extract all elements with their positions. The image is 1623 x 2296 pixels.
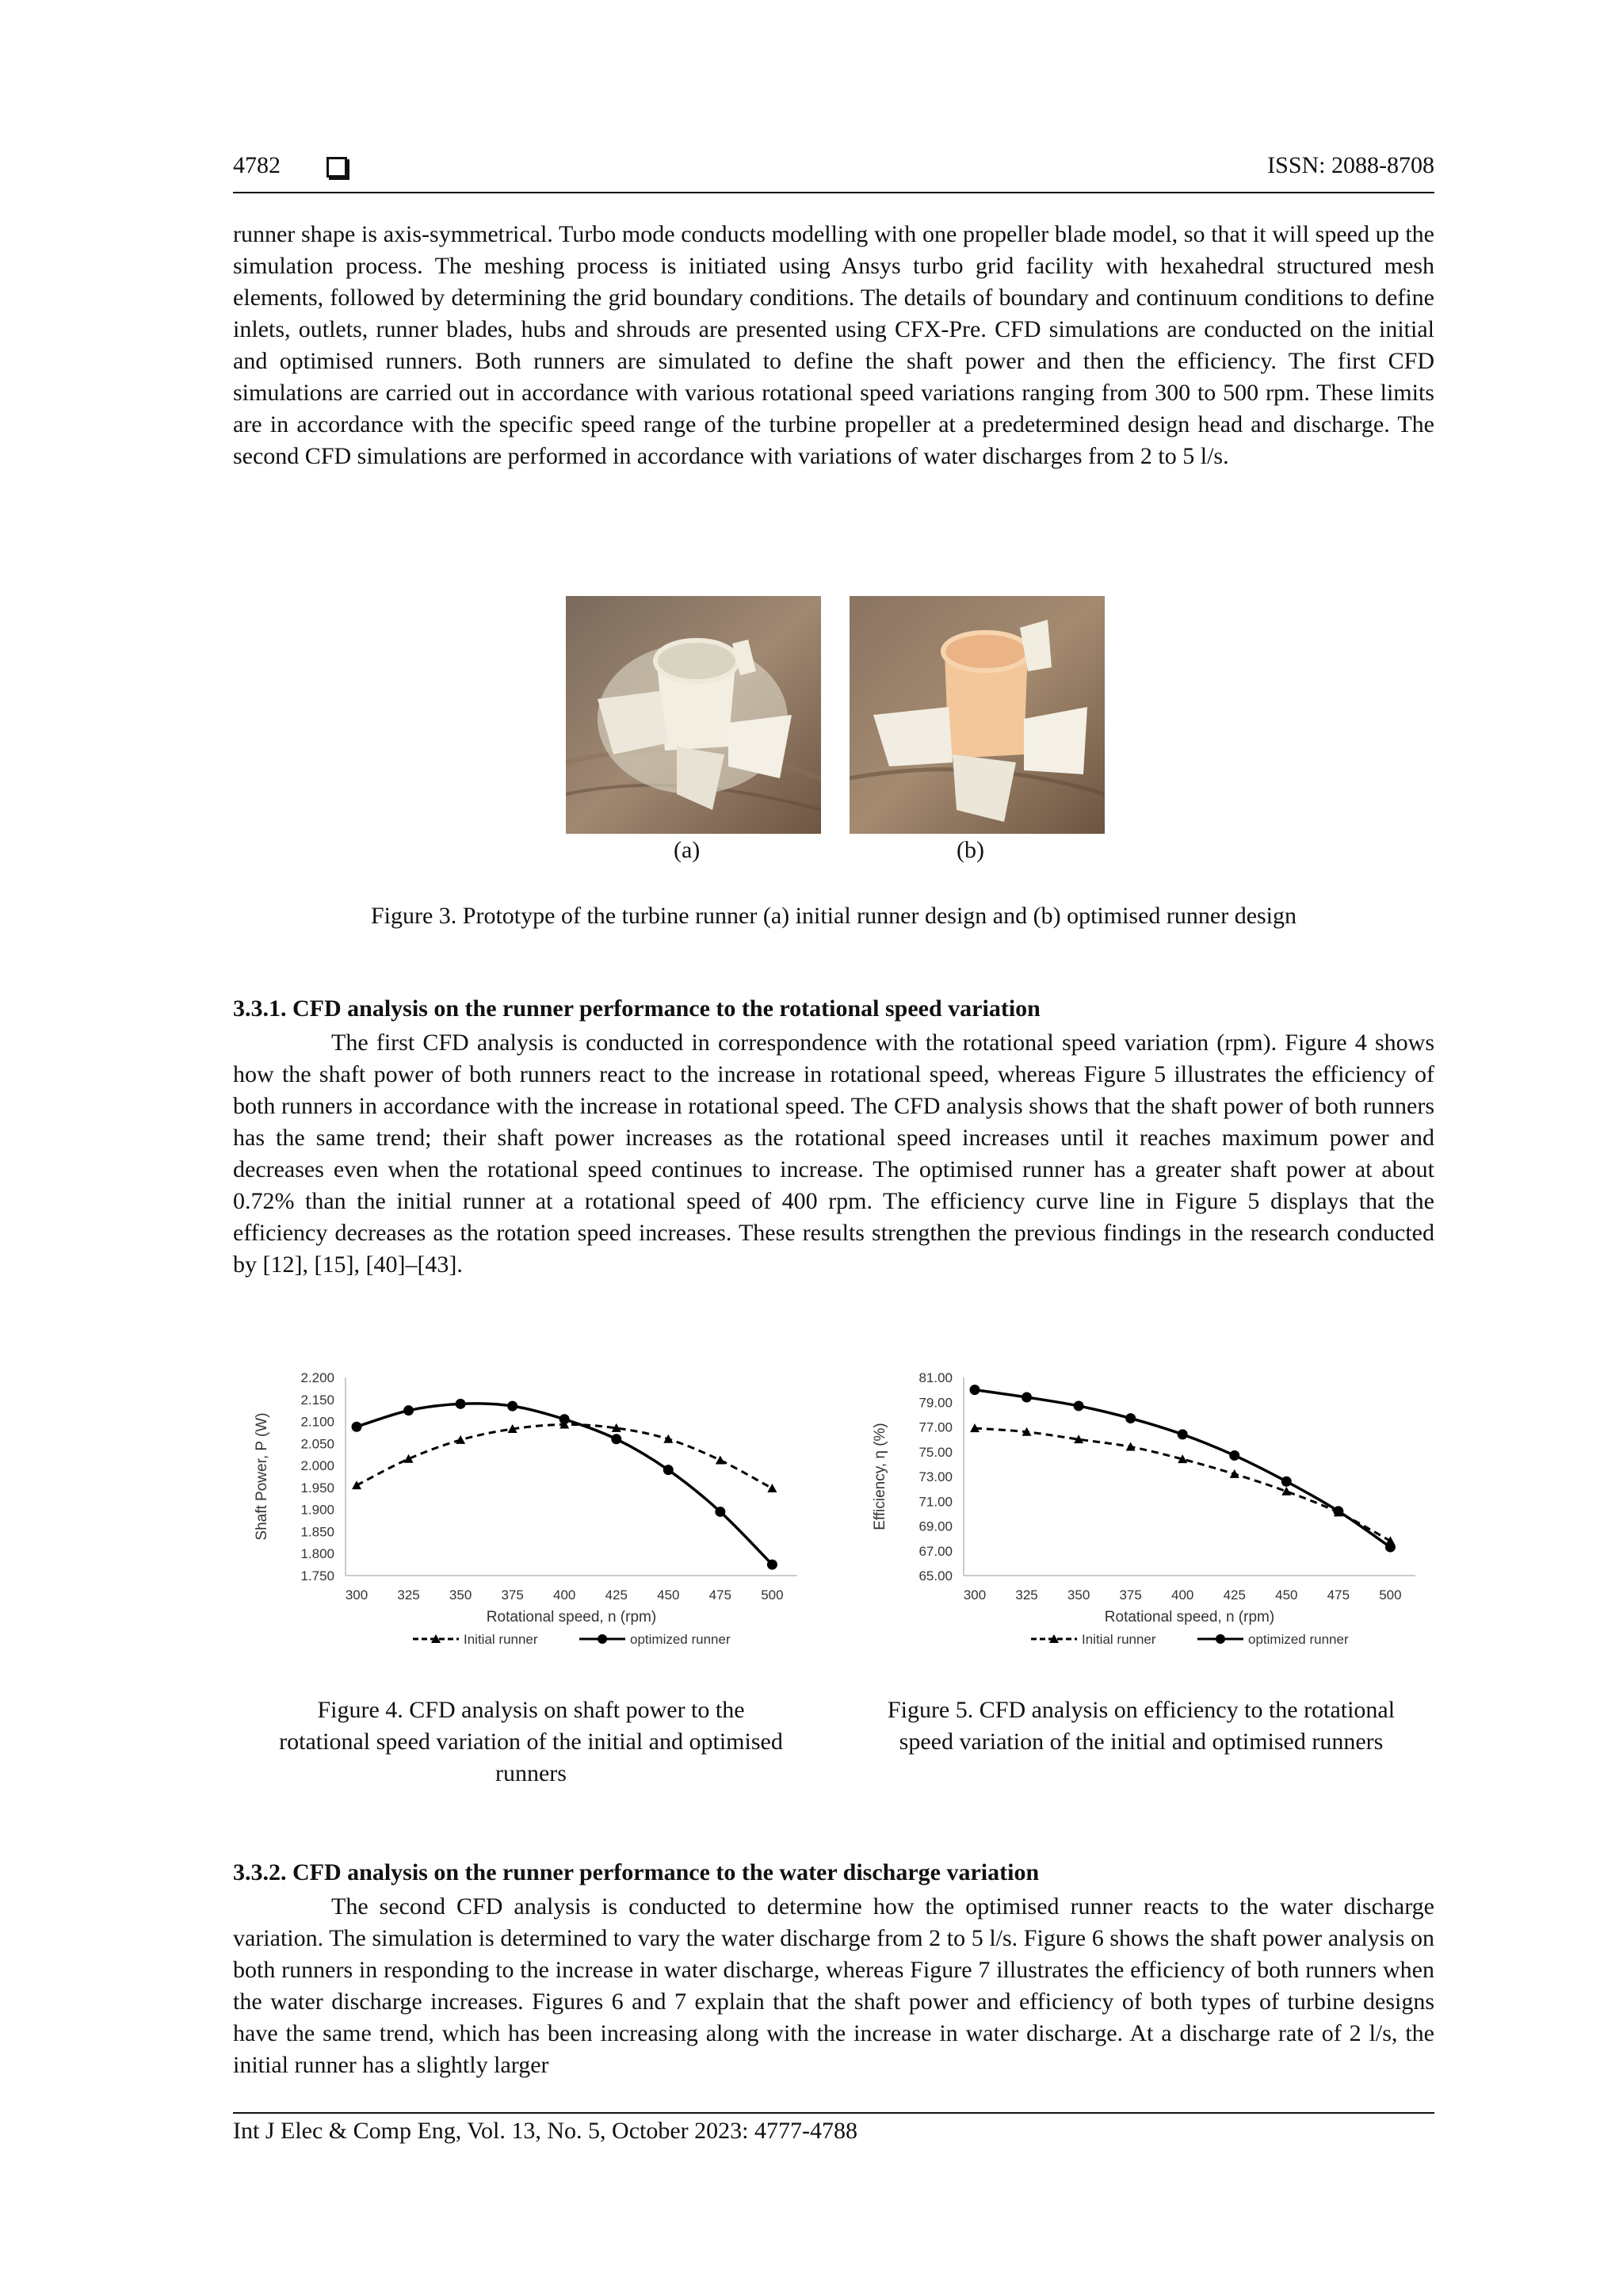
x-tick-label: 475: [708, 1587, 732, 1603]
x-tick-label: 475: [1327, 1587, 1350, 1603]
header-rule: [233, 192, 1434, 193]
y-tick-label: 1.850: [300, 1524, 334, 1540]
y-tick-label: 2.100: [300, 1414, 334, 1430]
figure5-caption: Figure 5. CFD analysis on efficiency to the rotational speed variation of the initial and optimised runners: [887, 1697, 1396, 1755]
data-point-optimized-runner: [1022, 1392, 1032, 1403]
x-tick-label: 325: [397, 1587, 420, 1603]
footer-citation: Int J Elec & Comp Eng, Vol. 13, No. 5, October 2023: 4777-4788: [233, 2118, 857, 2144]
x-tick-label: 425: [1223, 1587, 1246, 1603]
legend-marker-circle: [598, 1634, 607, 1644]
section-heading-3-3-2: 3.3.2. CFD analysis on the runner performance to the water discharge variation: [233, 1859, 1040, 1885]
legend-label: optimized runner: [630, 1632, 731, 1647]
y-tick-label: 65.00: [918, 1568, 953, 1584]
x-tick-label: 300: [345, 1587, 369, 1603]
x-tick-label: 450: [657, 1587, 680, 1603]
efficiency-chart-svg: [861, 1363, 1431, 1664]
x-tick-label: 400: [553, 1587, 576, 1603]
data-point-optimized-runner: [663, 1465, 674, 1475]
x-tick-label: 500: [1379, 1587, 1402, 1603]
data-point-optimized-runner: [456, 1399, 466, 1409]
y-tick-label: 81.00: [918, 1370, 953, 1385]
data-point-optimized-runner: [767, 1560, 777, 1570]
legend-label: Initial runner: [1082, 1632, 1156, 1647]
optimised-runner-photo: [850, 596, 1105, 834]
data-point-optimized-runner: [1125, 1413, 1136, 1423]
data-point-initial-runner: [767, 1484, 777, 1492]
y-axis-label: Shaft Power, P (W): [254, 1412, 270, 1541]
data-point-optimized-runner: [1385, 1542, 1396, 1553]
x-tick-label: 300: [963, 1587, 987, 1603]
data-point-initial-runner: [663, 1435, 673, 1443]
x-tick-label: 350: [1067, 1587, 1090, 1603]
data-point-initial-runner: [1230, 1469, 1239, 1478]
data-point-optimized-runner: [559, 1414, 570, 1424]
data-point-optimized-runner: [715, 1507, 725, 1517]
y-axis-label: Efficiency, η (%): [872, 1423, 888, 1530]
x-axis-label: Rotational speed, n (rpm): [486, 1609, 657, 1626]
square-bullet-icon: [327, 157, 347, 178]
y-tick-label: 2.150: [300, 1392, 334, 1408]
y-tick-label: 69.00: [918, 1519, 953, 1534]
y-tick-label: 1.900: [300, 1502, 334, 1518]
data-point-optimized-runner: [1178, 1429, 1188, 1439]
y-tick-label: 2.200: [300, 1370, 334, 1385]
y-tick-label: 77.00: [918, 1419, 953, 1435]
data-point-optimized-runner: [970, 1385, 980, 1395]
data-point-optimized-runner: [1229, 1450, 1239, 1461]
data-point-optimized-runner: [1333, 1506, 1343, 1516]
data-point-optimized-runner: [352, 1422, 362, 1432]
x-tick-label: 425: [605, 1587, 628, 1603]
figure4-caption: Figure 4. CFD analysis on shaft power to the rotational speed variation of the initial and optimised runners: [279, 1697, 783, 1786]
body-paragraph-3: The second CFD analysis is conducted to determine how the optimised runner reacts to the water discharge variation. The simulation is determined to vary the water discharge from 2 to 5 l/s. Figure 6 shows the shaft power analysis on both runners in responding to the increase in water discharge, whereas Figure 7 illustrates the efficiency of both runners when the water discharge increases. Figures 6 and 7 explain that the shaft power and efficiency of both types of turbine designs have the same trend, which has been increasing along with the increase in water discharge. At a discharge rate of 2 l/s, the initial runner has a slightly larger: [233, 1893, 1434, 2078]
y-tick-label: 71.00: [918, 1494, 953, 1510]
figure3-caption: Figure 3. Prototype of the turbine runner (a) initial runner design and (b) optimised runner design: [370, 903, 1297, 929]
data-point-initial-runner: [716, 1455, 725, 1464]
series-line-initial-runner: [357, 1424, 772, 1488]
shaft-power-chart-svg: [242, 1363, 813, 1664]
data-point-optimized-runner: [1074, 1400, 1084, 1411]
x-tick-label: 450: [1275, 1587, 1298, 1603]
x-tick-label: 500: [761, 1587, 784, 1603]
figure3-label-a: (a): [674, 837, 701, 863]
x-tick-label: 325: [1015, 1587, 1038, 1603]
figure5-chart: [861, 1363, 1431, 1664]
series-line-optimized-runner: [975, 1390, 1390, 1547]
figure4-chart: [242, 1363, 813, 1664]
body-paragraph-1: runner shape is axis-symmetrical. Turbo mode conducts modelling with one propeller blade model, so that it will speed up the simulation process. The meshing process is initiated using Ansys turbo grid facility with hexahedral structured mesh elements, followed by determining the grid boundary conditions. The details of boundary and continuum conditions to define inlets, outlets, runner blades, hubs and shrouds are presented using CFX-Pre. CFD simulations are conducted on the initial and optimised runners. Both runners are simulated to define the shaft power and then the efficiency. The first CFD simulations are carried out in accordance with various rotational speed variations ranging from 300 to 500 rpm. These limits are in accordance with the specific speed range of the turbine propeller at a predetermined design head and discharge. The second CFD simulations are performed in accordance with variations of water discharges from 2 to 5 l/s.: [233, 221, 1434, 469]
y-tick-label: 67.00: [918, 1543, 953, 1559]
y-tick-label: 79.00: [918, 1395, 953, 1411]
x-tick-label: 350: [449, 1587, 472, 1603]
legend-label: optimized runner: [1248, 1632, 1349, 1647]
y-tick-label: 2.050: [300, 1436, 334, 1452]
data-point-optimized-runner: [611, 1434, 621, 1444]
page-header: [233, 152, 1434, 192]
page-number: 4782: [233, 152, 281, 178]
legend-label: Initial runner: [464, 1632, 538, 1647]
section-heading-3-3-1: 3.3.1. CFD analysis on the runner performance to the rotational speed variation: [233, 995, 1041, 1022]
x-axis-label: Rotational speed, n (rpm): [1104, 1609, 1275, 1626]
data-point-optimized-runner: [403, 1405, 414, 1415]
issn: ISSN: 2088-8708: [1267, 152, 1434, 178]
series-line-initial-runner: [975, 1428, 1390, 1541]
x-tick-label: 375: [1119, 1587, 1142, 1603]
footer-rule: [233, 2112, 1434, 2114]
y-tick-label: 1.950: [300, 1480, 334, 1496]
y-tick-label: 2.000: [300, 1458, 334, 1474]
body-paragraph-2: The first CFD analysis is conducted in correspondence with the rotational speed variation (rpm). Figure 4 shows how the shaft power of both runners react to the increase in rotational speed, whereas Figure 5 illustrates the efficiency of both runners in accordance with the increase in rotational speed. The CFD analysis shows that the shaft power of both runners has the same trend; their shaft power increases as the rotational speed increases until it reaches maximum power and decreases even when the rotational speed continues to increase. The optimised runner has a greater shaft power at about 0.72% than the initial runner at a rotational speed of 400 rpm. The efficiency curve line in Figure 5 displays that the efficiency decreases as the rotation speed increases. These results strengthen the previous findings in the research conducted by [12], [15], [40]–[43].: [233, 1030, 1434, 1278]
y-tick-label: 73.00: [918, 1469, 953, 1484]
legend-marker-circle: [1216, 1634, 1225, 1644]
y-tick-label: 75.00: [918, 1444, 953, 1460]
data-point-optimized-runner: [507, 1401, 517, 1412]
figure3-label-b: (b): [957, 837, 984, 863]
y-tick-label: 1.750: [300, 1568, 334, 1584]
data-point-initial-runner: [456, 1435, 465, 1444]
initial-runner-photo: [566, 596, 821, 834]
x-tick-label: 400: [1171, 1587, 1194, 1603]
data-point-optimized-runner: [1281, 1477, 1292, 1487]
x-tick-label: 375: [501, 1587, 524, 1603]
y-tick-label: 1.800: [300, 1546, 334, 1562]
